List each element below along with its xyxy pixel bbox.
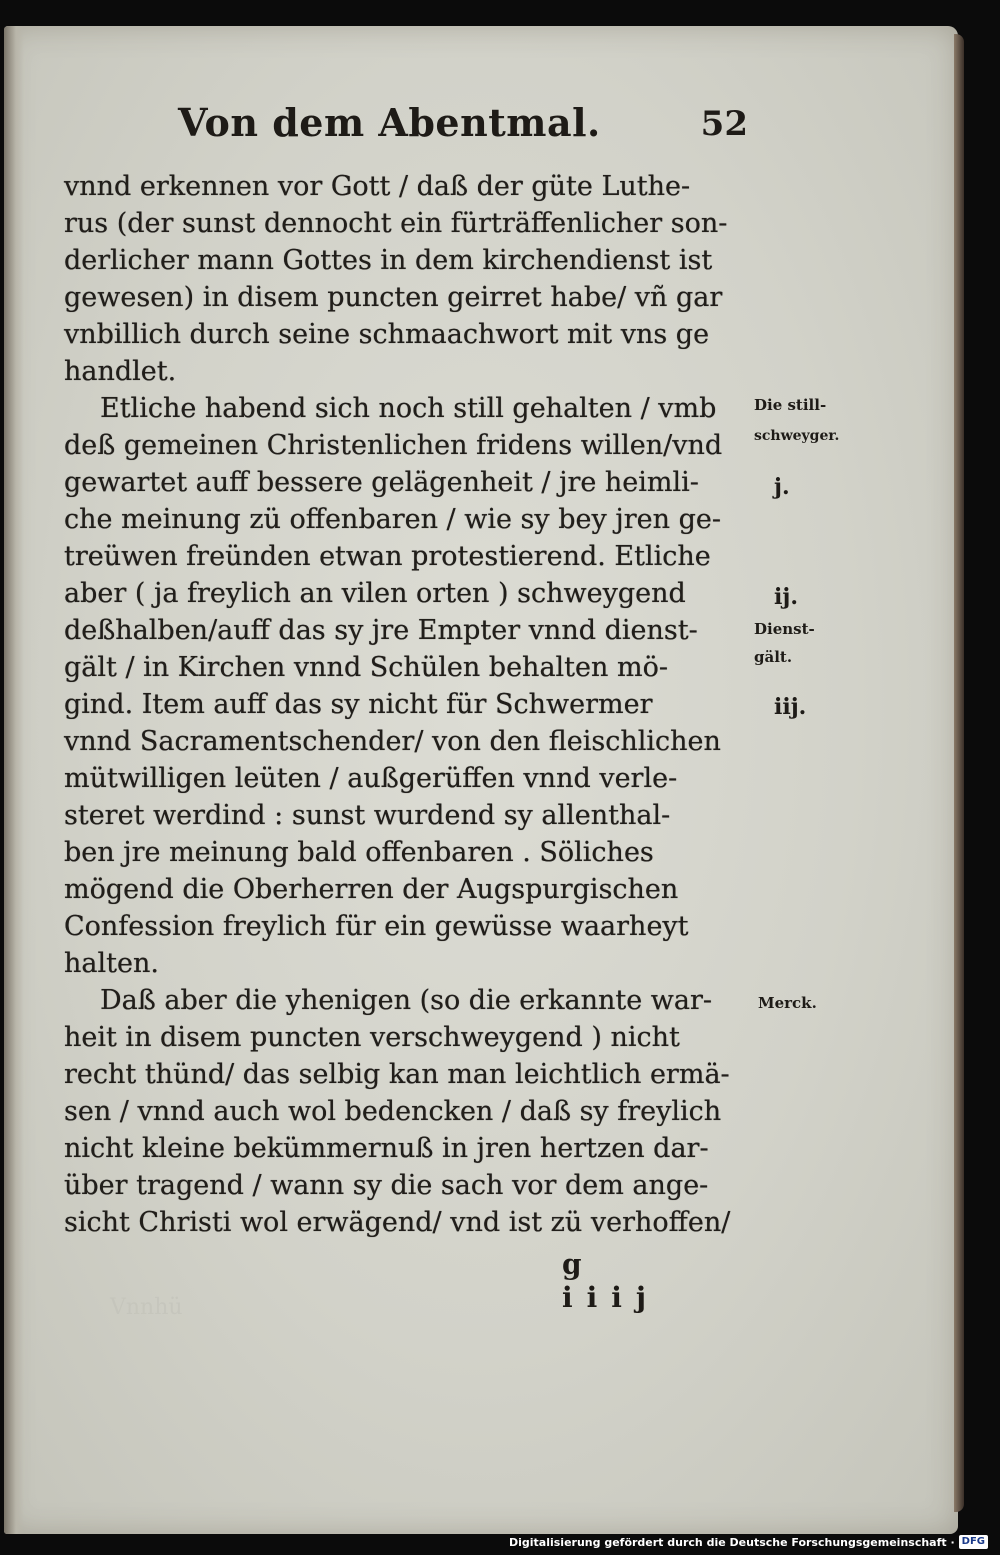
text-line: derlicher mann Gottes in dem kirchendienst ist [64,245,713,276]
margin-note-gaelt: gält. [754,648,793,666]
page-header [178,100,748,162]
margin-note-dienst: Dienst- [754,620,815,638]
page-edge [954,34,964,1512]
margin-note-enum-1: j. [774,474,790,500]
dfg-logo-icon: DFG [959,1535,988,1549]
text-line: vnnd Sacramentschender/ von den fleischlichen [64,726,721,757]
digitization-credit [509,1535,988,1549]
margin-note-still: Die still- [754,396,827,414]
show-through-text: Vnnhü [110,1295,183,1320]
page-number: 52 [700,104,748,144]
margin-note-schweyger: schweyger. [754,428,840,444]
text-line: recht thünd/ das selbig kan man leichtlich ermä- [64,1059,730,1090]
binding-gutter [4,26,24,1534]
text-line: gewesen) in disem puncten geirret habe/ vñ gar [64,282,723,313]
text-line: Confession freylich für ein gewüsse waarheyt [64,911,689,942]
marginalia [752,0,882,1555]
text-line: nicht kleine bekümmernuß in jren hertzen dar- [64,1133,709,1164]
text-line: gind. Item auff das sy nicht für Schwermer [64,689,653,720]
text-line: gewartet auff bessere gelägenheit / jre heimli- [64,467,699,498]
text-line: steret werdind : sunst wurdend sy allenthal- [64,800,671,831]
text-line: über tragend / wann sy die sach vor dem ange- [64,1170,709,1201]
text-line: sicht Christi wol erwägend/ vnd ist zü verhoffen/ [64,1207,731,1238]
text-line: Etliche habend sich noch still gehalten / vmb [100,393,717,424]
text-line: deß gemeinen Christenlichen fridens willen/vnd [64,430,723,461]
signature-mark: g iiij [562,1248,661,1314]
text-line: halten. [64,948,159,979]
text-line: rus (der sunst dennocht ein fürträffenlicher son- [64,208,728,239]
text-line: vnnd erkennen vor Gott / daß der güte Luthe- [64,171,691,202]
margin-note-merck: Merck. [758,994,817,1012]
body-text [64,168,754,1241]
text-line: Daß aber die yhenigen (so die erkannte war- [100,985,713,1016]
text-line: heit in disem puncten verschweygend ) nicht [64,1022,680,1053]
text-line: mögend die Oberherren der Augspurgischen [64,874,679,905]
credit-text: Digitalisierung gefördert durch die Deutsche Forschungsgemeinschaft · [508,1535,955,1549]
text-line: handlet. [64,356,177,387]
text-line: ben jre meinung bald offenbaren . Söliches [64,837,654,868]
text-line: mütwilligen leüten / außgerüffen vnnd verle- [64,763,678,794]
text-line: sen / vnnd auch wol bedencken / daß sy freylich [64,1096,722,1127]
running-title: Von dem Abentmal. [178,100,601,145]
text-line: gält / in Kirchen vnnd Schülen behalten mö- [64,652,668,683]
text-line: deßhalben/auff das sy jre Empter vnnd dienst- [64,615,698,646]
text-line: treüwen freünden etwan protestierend. Etliche [64,541,711,572]
margin-note-enum-3: iij. [774,694,807,720]
margin-note-enum-2: ij. [774,584,798,610]
text-line: che meinung zü offenbaren / wie sy bey jren ge- [64,504,721,535]
text-line: aber ( ja freylich an vilen orten ) schweygend [64,578,686,609]
text-line: vnbillich durch seine schmaachwort mit vns ge [64,319,710,350]
